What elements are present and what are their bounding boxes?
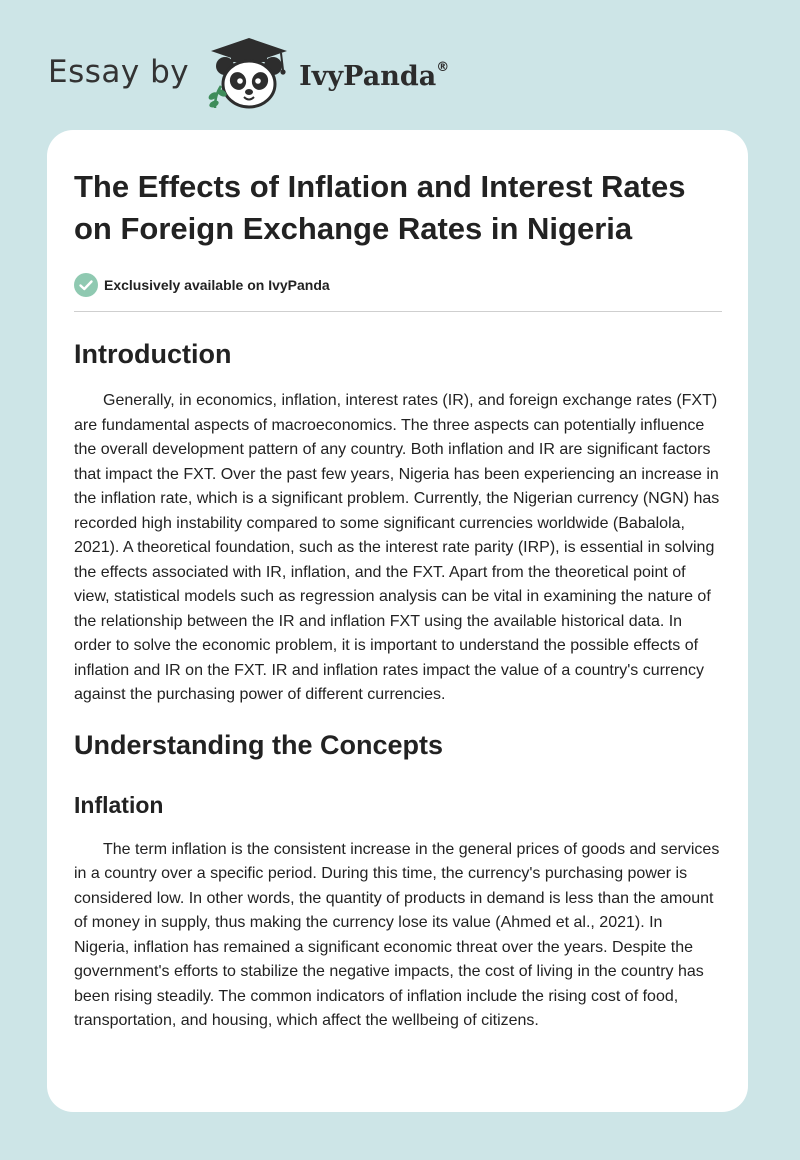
title-divider xyxy=(74,311,722,312)
panda-graduate-logo-icon xyxy=(203,36,295,112)
registered-mark: ® xyxy=(436,59,450,75)
brand-name: IvyPanda® xyxy=(299,59,450,92)
brand-prefix: Essay by xyxy=(48,54,190,90)
check-circle-icon xyxy=(74,273,98,297)
exclusive-badge xyxy=(74,272,722,298)
concepts-heading: Understanding the Concepts xyxy=(74,729,444,760)
exclusive-label: Exclusively available on IvyPanda xyxy=(104,277,330,293)
inflation-paragraph: The term inflation is the consistent increase in the general prices of goods and services in a country over a specific period. During this time, the currency's purchasing power is considered low. In other words, the quantity of products in demand is less than the amount of money in supply, thus making the currency lose its value (Ahmed et al., 2021). In Nigeria, inflation has remained a significant economic threat over the years. Despite the government's efforts to stabilize the negative impacts, the cost of living in the country has been rising steadily. The common indicators of inflation include the rising cost of food, transportation, and housing, which affect the wellbeing of citizens. xyxy=(74,840,720,1029)
essay-card xyxy=(47,130,748,1112)
inflation-subheading: Inflation xyxy=(74,791,164,818)
brand-header[interactable] xyxy=(48,34,449,114)
introduction-paragraph: Generally, in economics, inflation, interest rates (IR), and foreign exchange rates (FXT) are fundamental aspects of macroeconomics. The three aspects can potentially influence the overall development pattern of any country. Both inflation and IR are significant factors that impact the FXT. Over the past few years, Nigeria has been experiencing an increase in the inflation rate, which is a significant problem. Currently, the Nigerian currency (NGN) has recorded high instability compared to some significant currencies worldwide (Babalola, 2021). A theoretical foundation, such as the interest rate parity (IRP), is essential in solving the effects associated with IR, inflation, and the FXT. Apart from the theoretical point of view, statistical models such as regression analysis can be vital in examining the nature of the relationship between the IR and inflation FXT using the available historical data. In order to solve the economic problem, it is important to understand the possible effects of inflation and IR on the FXT. IR and inflation rates impact the value of a country's currency against the purchasing power of different currencies. xyxy=(74,392,720,703)
essay-title: The Effects of Inflation and Interest Rates on Foreign Exchange Rates in Nigeria xyxy=(74,169,686,246)
introduction-heading: Introduction xyxy=(74,339,232,369)
